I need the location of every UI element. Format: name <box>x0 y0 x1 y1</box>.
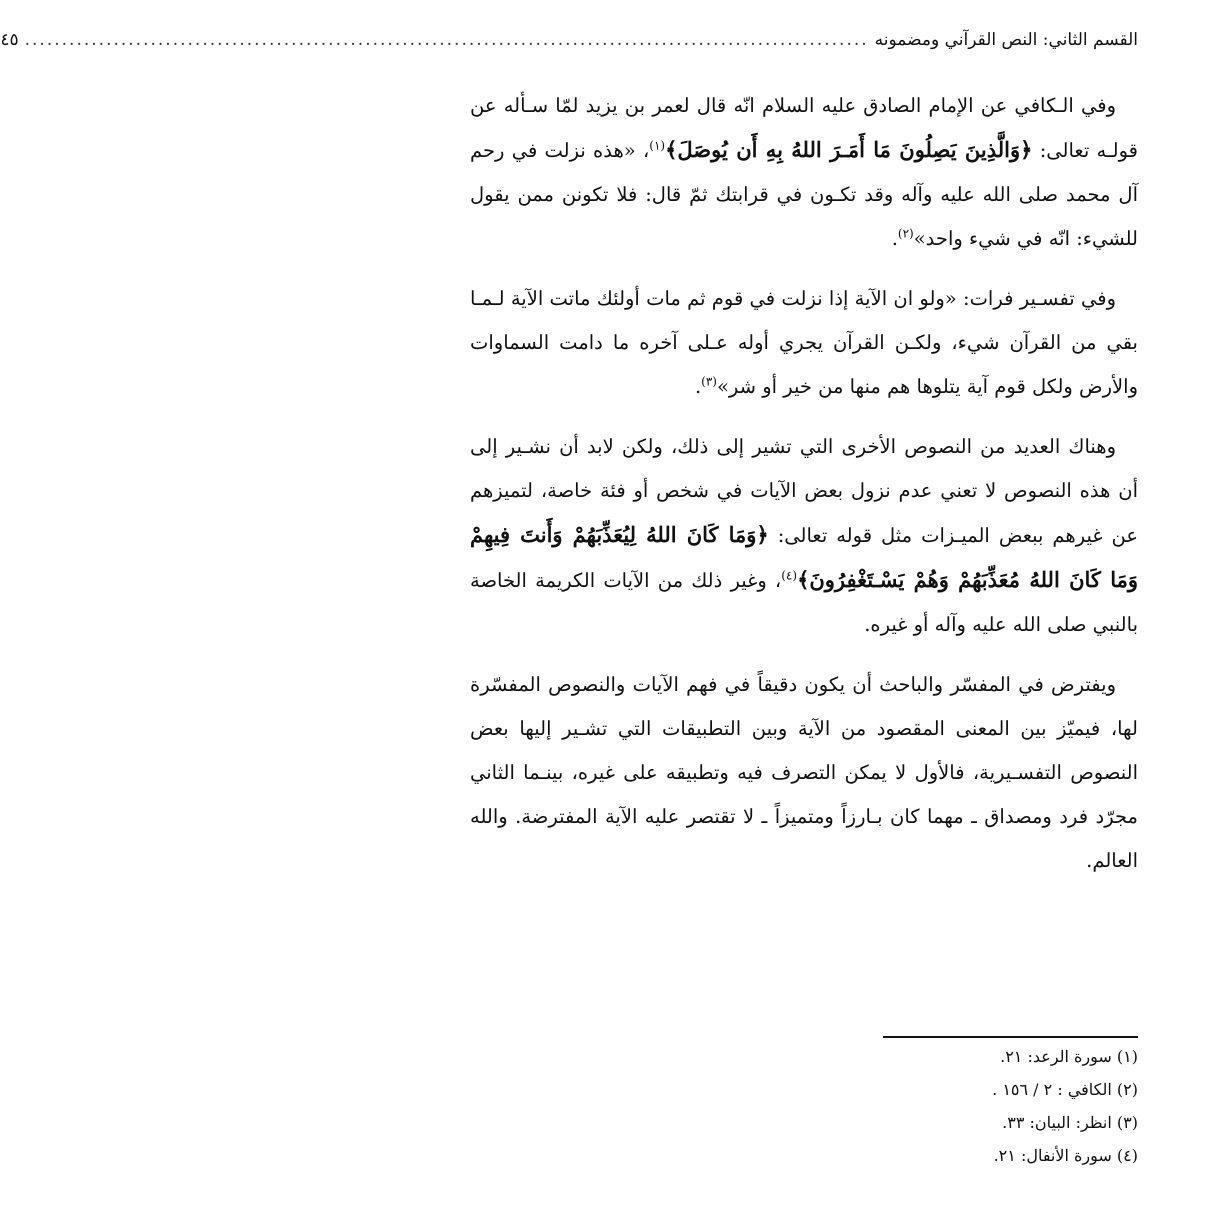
paragraph <box>470 84 1138 261</box>
body-text <box>470 84 1138 899</box>
paragraph-text: وهناك العديد من النصوص الأخرى التي تشير إلى ذلك، ولكن لابد أن نشـير إلى أن هذه النصوص لا تعني عدم نزول بعض الآيات في شخص أو فئة خاصة، لتميزهم عن غيرهم ببعض الميـزات مثل قوله تعالى: <box>470 435 1138 547</box>
footnote-item: (٣) انظر: البيان: ٣٣. <box>1002 1113 1138 1132</box>
paragraph-text: ويفترض في المفسّر والباحث أن يكون دقيقاً في فهم الآيات والنصوص المفسّرة لها، فيميّز بين المعنى المقصود من الآية وبين التطبيقات التي تشـير إليها بعض النصوص التفسـيرية، فالأول لا يمكن التصرف فيه وتطبيقه على غيره، بينـما الثاني مجرّد فرد ومصداق ـ مهما كان بـارزاً ومتميزاً ـ لا تقتصر عليه الآية المفترضة. والله العالم. <box>470 673 1138 872</box>
footnote-item: (٢) الكافي : ٢ / ١٥٦ . <box>992 1080 1138 1099</box>
footnote-divider <box>883 1036 1138 1038</box>
running-title: القسم الثاني: النص القرآني ومضمونه <box>874 30 1138 50</box>
footnote-item: (٤) سورة الأنفال: ٢١. <box>993 1146 1138 1165</box>
paragraph-text: . <box>891 227 898 250</box>
paragraph-text: وفي تفسـير فرات: «ولو ان الآية إذا نزلت في قوم ثم مات أولئك ماتت الآية لـمـا بقي من القرآن شيء، ولكـن القرآن يجري أوله عـلى آخره ما دامت السماوات والأرض ولكل قوم آية يتلوها هم منها من خير أو شر» <box>470 287 1138 398</box>
footnote-reference: (٣) <box>701 374 717 389</box>
paragraph-text: وفي الـكافي عن الإمام الصادق عليه السلام انّه قال لعمر بن يزيد لمّا سـأله عن قولـه تعالى: <box>470 94 1138 162</box>
footnotes-list <box>470 1040 1138 1172</box>
footnote-item: (١) سورة الرعد: ٢١. <box>1000 1047 1138 1066</box>
paragraph <box>470 425 1138 647</box>
footnote-reference: (١) <box>649 138 666 153</box>
paragraph <box>470 663 1138 883</box>
footnote-reference: (٢) <box>897 226 914 241</box>
quran-verse: ﴿وَمَا كَانَ اللهُ لِيُعَذِّبَهُمْ وَأَنتَ فِيهِمْ وَمَا كَانَ اللهُ مُعَذِّبَهُمْ وَهُمْ يَسْـتَغْفِرُونَ﴾ <box>470 522 1138 592</box>
paragraph-text: ، «هذه نزلت في رحم آل محمد صلى الله عليه وآله وقد تكـون في قرابتك ثمّ قال: فلا تكونن ممن يقول للشيء: انّه في شيء واحد» <box>470 139 1138 250</box>
paragraph-text: ، وغير ذلك من الآيات الكريمة الخاصة بالنبي صلى الله عليه وآله أو غيره. <box>470 569 1138 636</box>
page-header <box>0 30 1138 66</box>
quran-verse: ﴿وَالَّذِينَ يَصِلُونَ مَا أَمَـرَ اللهُ بِهِ أَن يُوصَلَ﴾ <box>665 137 1033 162</box>
leader-dots: .................................................................................................................. <box>24 30 869 50</box>
page-number: ٤٥ <box>0 30 19 50</box>
footnote-reference: (٤) <box>781 568 798 583</box>
paragraph-text: . <box>694 375 702 398</box>
paragraph <box>470 277 1138 409</box>
